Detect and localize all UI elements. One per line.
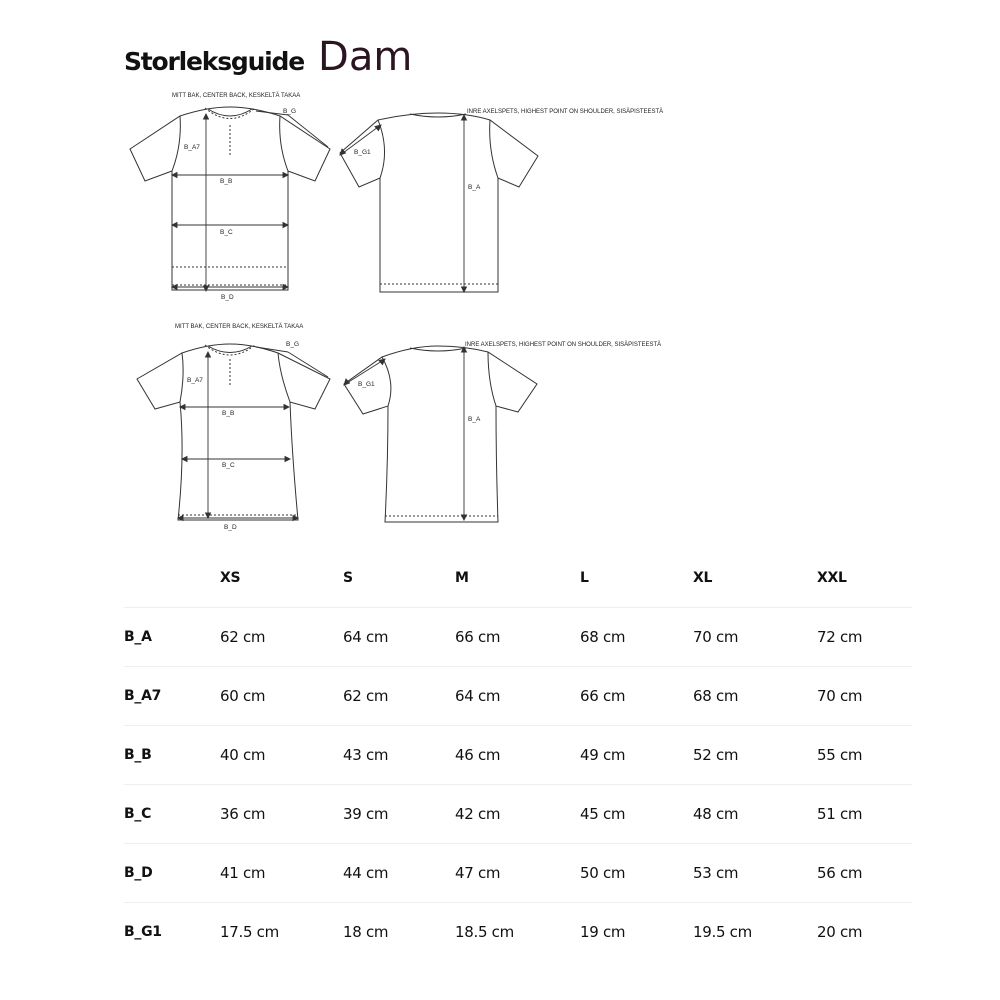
table-cell: 49 cm [580,726,693,785]
table-cell: 50 cm [580,844,693,903]
table-cell: 43 cm [343,726,455,785]
row-label: B_C [124,785,220,844]
table-cell: 70 cm [693,608,817,667]
table-cell: 64 cm [343,608,455,667]
tshirt-back-diagram-1 [330,100,670,305]
header-cell: XS [220,570,241,586]
tshirt-back-diagram-2 [330,332,670,527]
row-label: B_B [124,726,220,785]
table-cell: 68 cm [580,608,693,667]
table-cell: 44 cm [343,844,455,903]
table-cell: 66 cm [455,608,580,667]
table-cell: 70 cm [817,667,912,726]
table-row [124,726,912,785]
table-cell: 56 cm [817,844,912,903]
table-row [124,844,912,903]
table-cell: 52 cm [693,726,817,785]
table-cell: 48 cm [693,785,817,844]
table-cell: 42 cm [455,785,580,844]
table-cell: 66 cm [580,667,693,726]
table-cell: 18 cm [343,903,455,962]
table-cell: 46 cm [455,726,580,785]
table-cell: 39 cm [343,785,455,844]
page-title [124,34,412,84]
title-main: Storleksguide [124,47,305,76]
header-cell [124,549,220,608]
table-cell: 51 cm [817,785,912,844]
b-g1-label-2: B_G1 [358,381,375,388]
size-table [124,549,912,961]
b-c-label-2: B_C [222,462,235,469]
b-b-label: B_B [220,178,233,185]
table-cell: 55 cm [817,726,912,785]
table-row [124,608,912,667]
front-label-2: MITT BAK, CENTER BACK, KESKELTÄ TAKAA [175,324,304,330]
table-header-row [124,549,912,608]
table-cell: 72 cm [817,608,912,667]
table-row [124,667,912,726]
b-a-label-2: B_A [468,416,481,423]
row-label: B_G1 [124,903,220,962]
table-row [124,903,912,962]
back-label-2: INRE AXELSPETS, HIGHEST POINT ON SHOULDER, SISÄPISTEESTÄ [465,342,662,348]
tshirt-back-icon [330,100,670,305]
table-row [124,785,912,844]
b-c-label: B_C [220,229,233,236]
row-label: B_A7 [124,667,220,726]
table-cell: 62 cm [220,608,343,667]
b-g-label: B_G [283,108,297,115]
table-cell: 17.5 cm [220,903,343,962]
table-cell: 18.5 cm [455,903,580,962]
table-cell: 62 cm [343,667,455,726]
row-label: B_D [124,844,220,903]
table-cell: 53 cm [693,844,817,903]
front-label: MITT BAK, CENTER BACK, KESKELTÄ TAKAA [172,93,301,99]
table-cell: 68 cm [693,667,817,726]
tshirt-front-diagram-1 [120,85,350,305]
table-cell: 19.5 cm [693,903,817,962]
b-a7-label-2: B_A7 [187,377,203,384]
b-d-label: B_D [221,294,234,301]
tshirt-front-icon-2 [120,315,350,535]
tshirt-front-icon [120,85,350,305]
table-cell: 60 cm [220,667,343,726]
header-cell: S [343,570,353,586]
title-sub: Dam [318,34,413,80]
table-cell: 64 cm [455,667,580,726]
header-cell: M [455,570,469,586]
tshirt-front-diagram-2 [120,315,350,535]
b-b-label-2: B_B [222,410,235,417]
b-g1-label: B_G1 [354,149,371,156]
table-cell: 40 cm [220,726,343,785]
table-cell: 36 cm [220,785,343,844]
table-cell: 19 cm [580,903,693,962]
header-cell: XXL [817,570,847,586]
tshirt-back-icon-2 [330,332,670,527]
table-cell: 47 cm [455,844,580,903]
b-a7-label: B_A7 [184,144,200,151]
b-d-label-2: B_D [224,524,237,531]
b-g-label-2: B_G [286,341,300,348]
table-cell: 45 cm [580,785,693,844]
back-label: INRE AXELSPETS, HIGHEST POINT ON SHOULDER, SISÄPISTEESTÄ [467,109,664,115]
b-a-label: B_A [468,184,481,191]
header-cell: XL [693,570,713,586]
table-cell: 41 cm [220,844,343,903]
table-cell: 20 cm [817,903,912,962]
row-label: B_A [124,608,220,667]
header-cell: L [580,570,589,586]
